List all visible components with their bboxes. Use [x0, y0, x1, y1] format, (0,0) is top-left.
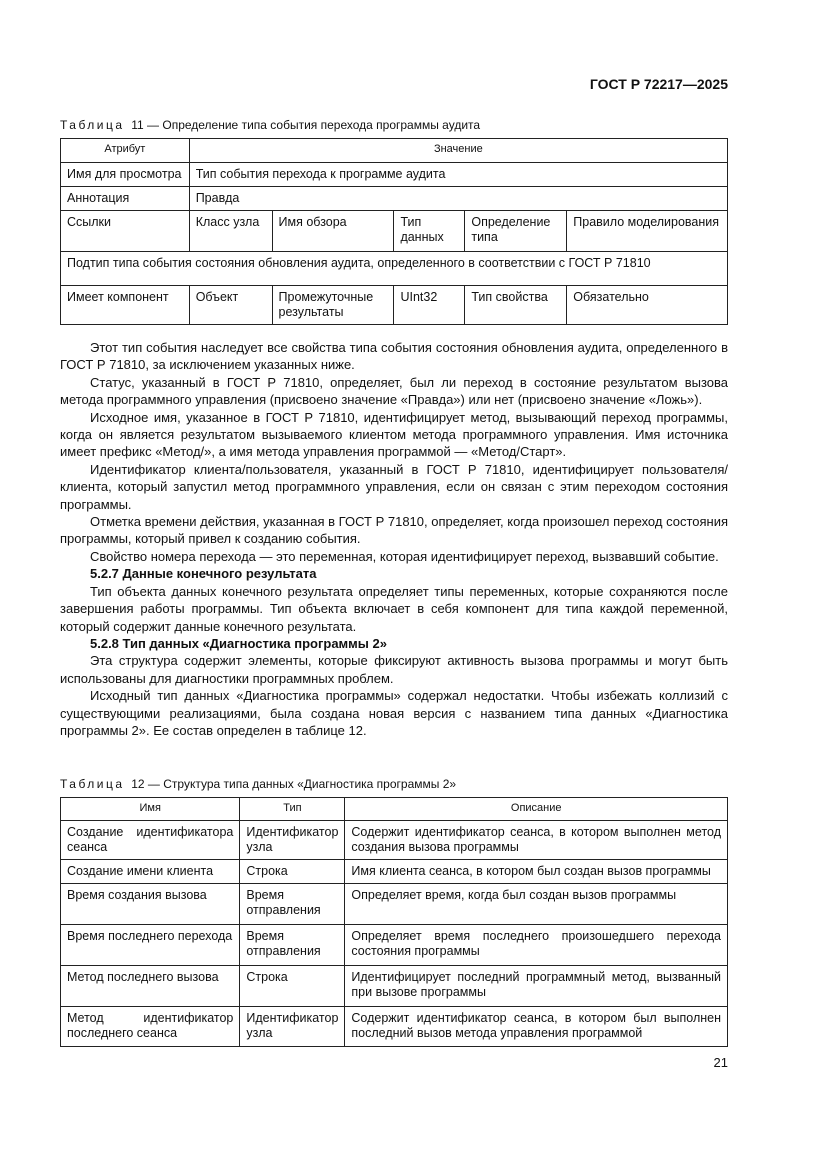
- table11-cell: Обязательно: [567, 286, 728, 325]
- table11-cell: UInt32: [394, 286, 465, 325]
- table12-cell: Время отправления: [240, 884, 345, 925]
- page-number: 21: [713, 1055, 728, 1070]
- paragraph: Идентификатор клиента/пользователя, указанный в ГОСТ Р 71810, идентифицирует пользователя/клиента, который запустил метод программного управления, если он связан с этим переходом состояния программы.: [60, 461, 728, 512]
- table-row: [61, 860, 728, 884]
- table11-cell: Промежуточные результаты: [272, 286, 394, 325]
- table12-cell: Время создания вызова: [61, 884, 240, 925]
- table12-cell: Имя клиента сеанса, в котором был создан вызов программы: [345, 860, 728, 884]
- table12-cell: Идентифицирует последний программный метод, вызванный при вызове программы: [345, 966, 728, 1007]
- table11-cell: Имеет компонент: [61, 286, 190, 325]
- paragraph: Тип объекта данных конечного результата определяет типы переменных, которые сохраняются после завершения работы программы. Тип объекта включает в себя компонент для типа каждой переменной, который содержит данные конечного результата.: [60, 583, 728, 634]
- body-text: [60, 339, 728, 739]
- table11-cell: Объект: [189, 286, 272, 325]
- section-heading: 5.2.8 Тип данных «Диагностика программы 2»: [90, 635, 387, 651]
- table12-header: Имя: [61, 798, 240, 821]
- table12-cell: Создание идентификатора сеанса: [61, 821, 240, 860]
- table12-caption: Таблица 12 — Структура типа данных «Диагностика программы 2»: [60, 777, 457, 791]
- table-row: [61, 1007, 728, 1047]
- table11-cell: Ссылки: [61, 211, 190, 252]
- paragraph: Исходный тип данных «Диагностика программы» содержал недостатки. Чтобы избежать коллизий с существующими реализациями, была создана новая версия с названием типа данных «Диагностика программы 2». Ее состав определен в таблице 12.: [60, 688, 728, 738]
- table12-header: Тип: [240, 798, 345, 821]
- table-row: [61, 966, 728, 1007]
- paragraph: Исходное имя, указанное в ГОСТ Р 71810, идентифицирует метод, вызывающий переход программы, когда он является результатом вызываемого клиентом метода программного управления. Имя источника имеет префикс «Метод/», а имя метода управления программой — «Метод/Старт».: [60, 409, 728, 460]
- table11-cell: Имя для просмотра: [61, 163, 190, 187]
- table12-cell: Время отправления: [240, 925, 345, 966]
- table11: [60, 138, 728, 325]
- table12-cell: Определяет время, когда был создан вызов программы: [345, 884, 728, 925]
- table12-cell: Идентификатор узла: [240, 1007, 345, 1047]
- table11-cell: Правило моделирования: [567, 211, 728, 252]
- paragraph: Свойство номера перехода — это переменная, которая идентифицирует переход, вызвавший событие.: [90, 548, 719, 564]
- table11-cell: Класс узла: [189, 211, 272, 252]
- table11-cell: Определение типа: [465, 211, 567, 252]
- table12-cell: Метод последнего вызова: [61, 966, 240, 1007]
- table12-cell: Идентификатор узла: [240, 821, 345, 860]
- table11-caption: Таблица 11 — Определение типа события перехода программы аудита: [60, 118, 481, 132]
- table11-cell: Тип события перехода к программе аудита: [189, 163, 727, 187]
- paragraph: Отметка времени действия, указанная в ГОСТ Р 71810, определяет, когда произошел переход состояния программы, который привел к созданию события.: [60, 514, 728, 547]
- table12-cell: Создание имени клиента: [61, 860, 240, 884]
- table11-cell: Имя обзора: [272, 211, 394, 252]
- table12: [60, 797, 728, 1047]
- table11-cell: Аннотация: [61, 187, 190, 211]
- table-row: [61, 821, 728, 860]
- paragraph: Эта структура содержит элементы, которые фиксируют активность вызова программы и могут быть использованы для диагностики программных проблем.: [60, 653, 728, 686]
- table12-cell: Метод идентификатор последнего сеанса: [61, 1007, 240, 1047]
- paragraph: Статус, указанный в ГОСТ Р 71810, определяет, был ли переход в состояние результатом вызова метода программного управления (присвоено значение «Правда») или нет (присвоено значение «Ложь»).: [60, 374, 728, 408]
- table12-cell: Содержит идентификатор сеанса, в котором был выполнен последний вызов метода управления программой: [345, 1007, 728, 1047]
- table11-cell: Тип свойства: [465, 286, 567, 325]
- table12-header: Описание: [345, 798, 728, 821]
- table11-header: Атрибут: [61, 139, 190, 163]
- paragraph: Этот тип события наследует все свойства типа события состояния обновления аудита, определенного в ГОСТ Р 71810, за исключением указанных ниже.: [60, 340, 728, 373]
- table-row: [61, 884, 728, 925]
- table11-cell: Тип данных: [394, 211, 465, 252]
- table11-header: Значение: [189, 139, 727, 163]
- table11-cell: Подтип типа события состояния обновления аудита, определенного в соответствии с ГОСТ Р 71810: [61, 252, 728, 286]
- table12-cell: Время последнего перехода: [61, 925, 240, 966]
- table12-cell: Содержит идентификатор сеанса, в котором выполнен метод создания вызова программы: [345, 821, 728, 860]
- section-heading: 5.2.7 Данные конечного результата: [90, 566, 317, 582]
- table12-cell: Строка: [240, 966, 345, 1007]
- table11-cell: Правда: [189, 187, 727, 211]
- table-row: [61, 925, 728, 966]
- table12-cell: Строка: [240, 860, 345, 884]
- table12-cell: Определяет время последнего произошедшего перехода состояния программы: [345, 925, 728, 966]
- document-header: ГОСТ Р 72217—2025: [589, 76, 728, 92]
